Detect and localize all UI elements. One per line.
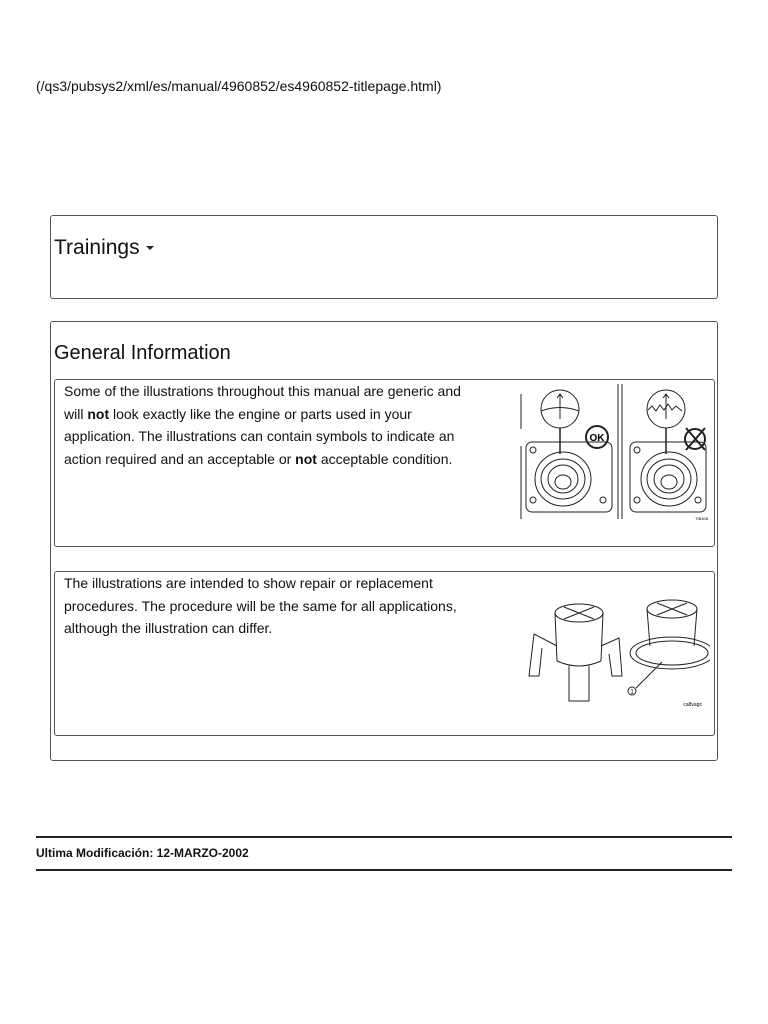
part-variation-illustration (514, 576, 710, 711)
figure-code-1: TIB408 (695, 516, 708, 521)
general-information-title: General Information (54, 342, 231, 364)
trainings-dropdown[interactable] (54, 236, 154, 260)
text-segment: Some of the illustrations throughout this manual are generic and will (64, 383, 461, 422)
illustration-box-1 (54, 379, 715, 547)
figure-code-2: ca8vagc (683, 702, 702, 708)
footer-bar (36, 836, 732, 871)
illustration-box-2 (54, 571, 715, 736)
callout-number: 1 (630, 689, 634, 696)
emphasis-not: not (295, 450, 317, 467)
illustration-note-generic (64, 380, 484, 470)
illustration-note-procedures: The illustrations are intended to show repair or replacement procedures. The procedure will be the same for all applications, although the illustration can differ. (64, 575, 457, 636)
titlepage-link[interactable]: (/qs3/pubsys2/xml/es/manual/4960852/es4960852-titlepage.html) (36, 78, 442, 94)
last-modified: Ultima Modificación: 12-MARZO-2002 (36, 846, 249, 860)
general-information-panel (50, 321, 718, 761)
emphasis-not: not (87, 405, 110, 422)
trainings-title: Trainings (54, 236, 140, 259)
text-segment: look exactly like the engine or parts used in your application. The illustrations can contain symbols to indicate an action required and an acceptable or (64, 405, 455, 467)
text-segment: acceptable condition. (316, 450, 453, 467)
trainings-panel (50, 215, 718, 299)
ok-symbol-label: OK (589, 433, 605, 444)
caret-down-icon (146, 246, 154, 250)
ok-not-ok-illustration (518, 384, 710, 522)
